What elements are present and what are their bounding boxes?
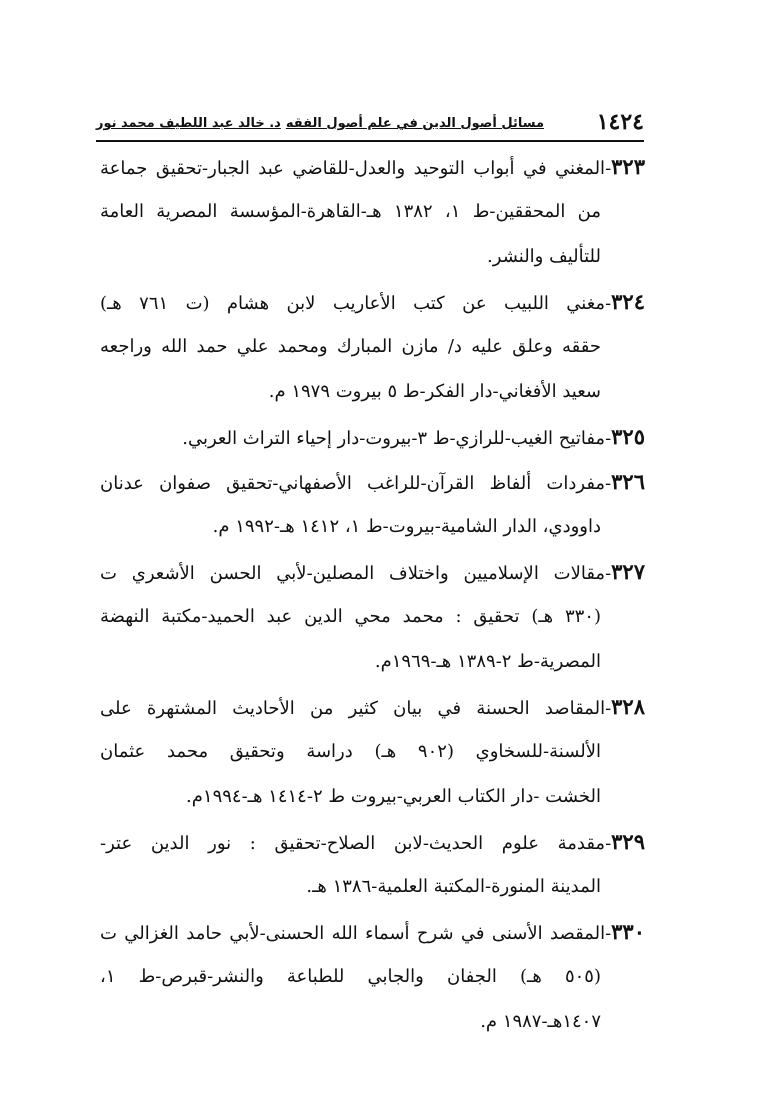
header-rule (96, 140, 644, 142)
reference-line (100, 189, 645, 234)
reference-line (100, 369, 645, 414)
reference-text: الخشت -دار الكتاب العربي-بيروت ط ٢-١٤١٤ هـ-١٩٩٤م. (186, 786, 601, 807)
reference-line (100, 729, 645, 774)
reference-line (100, 684, 645, 729)
reference-line (100, 459, 645, 504)
reference-text: من المحققين-ط ١، ١٣٨٢ هـ-القاهرة-المؤسسة المصرية العامة (100, 201, 602, 222)
reference-list (100, 144, 645, 1044)
reference-text: -المقاصد الحسنة في بيان كثير من الأحاديث المشتهرة على (100, 698, 612, 719)
reference-text: سعيد الأفغاني-دار الفكر-ط ٥ بيروت ١٩٧٩ م. (268, 381, 601, 402)
reference-text: -مفاتيح الغيب-للرازي-ط ٣-بيروت-دار إحياء التراث العربي. (182, 428, 612, 449)
reference-text: الألسنة-للسخاوي (٩٠٢ هـ) دراسة وتحقيق محمد عثمان (100, 741, 602, 762)
reference-line (100, 954, 645, 999)
reference-line (100, 999, 645, 1044)
reference-number: ٣٢٥ (611, 424, 645, 449)
reference-entry (100, 144, 645, 279)
reference-entry (100, 819, 645, 909)
running-header (96, 110, 644, 138)
reference-entry (100, 279, 645, 414)
reference-text: ١٤٠٧هـ-١٩٨٧ م. (480, 1011, 601, 1032)
reference-text: حققه وعلق عليه د/ مازن المبارك ومحمد علي حمد الله وراجعه (100, 336, 601, 357)
reference-line (100, 324, 645, 369)
reference-text: -المغني في أبواب التوحيد والعدل-للقاضي عبد الجبار-تحقيق جماعة (100, 158, 612, 179)
reference-number: ٣٢٤ (611, 289, 645, 314)
reference-text: -مقدمة علوم الحديث-لابن الصلاح-تحقيق : نور الدين عتر- (100, 833, 612, 854)
reference-text: (٣٣٠ هـ) تحقيق : محمد محي الدين عبد الحميد-مكتبة النهضة (100, 606, 601, 627)
reference-text: -مغني اللبيب عن كتب الأعاريب لابن هشام (ت ٧٦١ هـ) (100, 293, 612, 314)
reference-line (100, 279, 645, 324)
reference-entry (100, 414, 645, 459)
reference-text: (٥٠٥ هـ) الجفان والجابي للطباعة والنشر-قبرص-ط ١، (100, 966, 601, 987)
reference-number: ٣٢٧ (611, 559, 645, 584)
reference-line (100, 864, 645, 909)
reference-line (100, 819, 645, 864)
reference-line (100, 504, 645, 549)
reference-number: ٣٣٠ (611, 919, 645, 944)
reference-line (100, 144, 645, 189)
reference-line (100, 909, 645, 954)
reference-line (100, 414, 645, 459)
reference-line (100, 594, 645, 639)
reference-line (100, 234, 645, 279)
reference-text: داوودي، الدار الشامية-بيروت-ط ١، ١٤١٢ هـ-١٩٩٢ م. (212, 516, 601, 537)
reference-text: -المقصد الأسنى في شرح أسماء الله الحسنى-لأبي حامد الغزالي ت (100, 923, 612, 944)
book-title: مسائل أصول الدين في علم أصول الفقه (285, 116, 544, 131)
reference-text: -مقالات الإسلاميين واختلاف المصلين-لأبي الحسن الأشعري ت (100, 563, 612, 584)
reference-entry (100, 459, 645, 549)
reference-number: ٣٢٨ (611, 694, 645, 719)
reference-number: ٣٢٩ (611, 829, 645, 854)
reference-text: المدينة المنورة-المكتبة العلمية-١٣٨٦ هـ. (306, 876, 601, 897)
reference-line (100, 639, 645, 684)
reference-entry (100, 549, 645, 684)
reference-text: المصرية-ط ٢-١٣٨٩ هـ-١٩٦٩م. (374, 651, 601, 672)
reference-text: -مفردات ألفاظ القرآن-للراغب الأصفهاني-تحقيق صفوان عدنان (100, 473, 612, 494)
reference-number: ٣٢٦ (611, 469, 645, 494)
reference-entry (100, 909, 645, 1044)
reference-line (100, 549, 645, 594)
author-name: د. خالد عبد اللطيف محمد نور (96, 116, 281, 131)
reference-number: ٣٢٣ (611, 154, 645, 179)
reference-line (100, 774, 645, 819)
reference-entry (100, 684, 645, 819)
page-number: ١٤٢٤ (596, 109, 644, 135)
reference-text: للتأليف والنشر. (487, 246, 601, 267)
